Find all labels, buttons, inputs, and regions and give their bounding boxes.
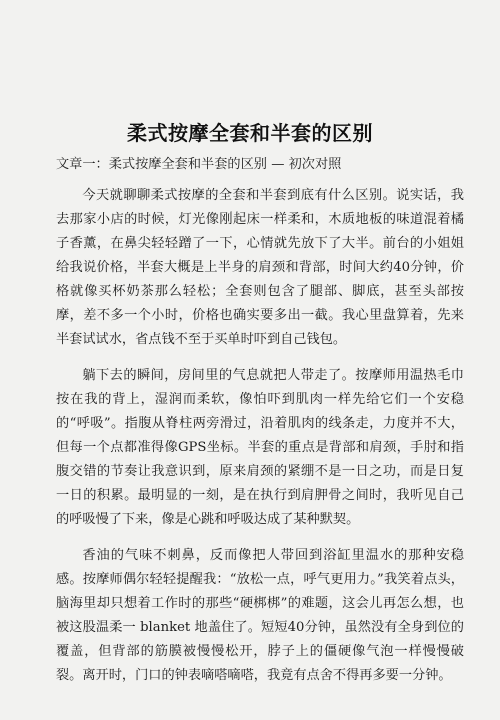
document-subtitle: 文章一：柔式按摩全套和半套的区别 — 初次对照 [56,157,342,172]
paragraph: 香油的气味不刺鼻，反而像把人带回到浴缸里温水的那种安稳感。按摩师偶尔轻轻提醒我：“放松一点，呼气更用力。”我笑着点头，脑海里却只想着工作时的那些“硬梆梆”的难题，这会儿再怎么想，也被这股温柔一 blanket 地盖住了。短短40分钟，虽然没有全身到位的覆盖，但背部的筋膜被慢慢松开，脖子上的僵硬像气泡一样慢慢破裂。离开时，门口的钟表嘀嗒嘀嗒，我竟有点舍不得再多要一分钟。 [56,548,464,683]
document-title: 柔式按摩全套和半套的区别 [127,121,373,145]
paragraph: 躺下去的瞬间，房间里的气息就把人带走了。按摩师用温热毛巾按在我的背上，湿润而柔软，像怕吓到肌肉一样先给它们一个安稳的“呼吸”。指腹从脊柱两旁滑过，沿着肌肉的线条走，力度并不大，但每一个点都准得像GPS坐标。半套的重点是背部和肩颈，手肘和指腹交错的节奏让我意识到，原来肩颈的紧绷不是一日之功，而是日复一日的积累。最明显的一刻，是在执行到肩胛骨之间时，我听见自己的呼吸慢了下来，像是心跳和呼吸达成了某种默契。 [56,368,464,527]
paragraph: 今天就聊聊柔式按摩的全套和半套到底有什么区别。说实话，我去那家小店的时候，灯光像刚起床一样柔和，木质地板的味道混着橘子香薰，在鼻尖轻轻蹭了一下，心情就先放下了大半。前台的小姐姐给我说价格，半套大概是上半身的肩颈和背部，时间大约40分钟，价格就像买杯奶茶那么轻松；全套则包含了腿部、脚底，甚至头部按摩，差不多一个小时，价格也确实要多出一截。我心里盘算着，先来半套试试水，省点钱不至于买单时吓到自己钱包。 [56,188,464,347]
document-body [56,184,464,700]
